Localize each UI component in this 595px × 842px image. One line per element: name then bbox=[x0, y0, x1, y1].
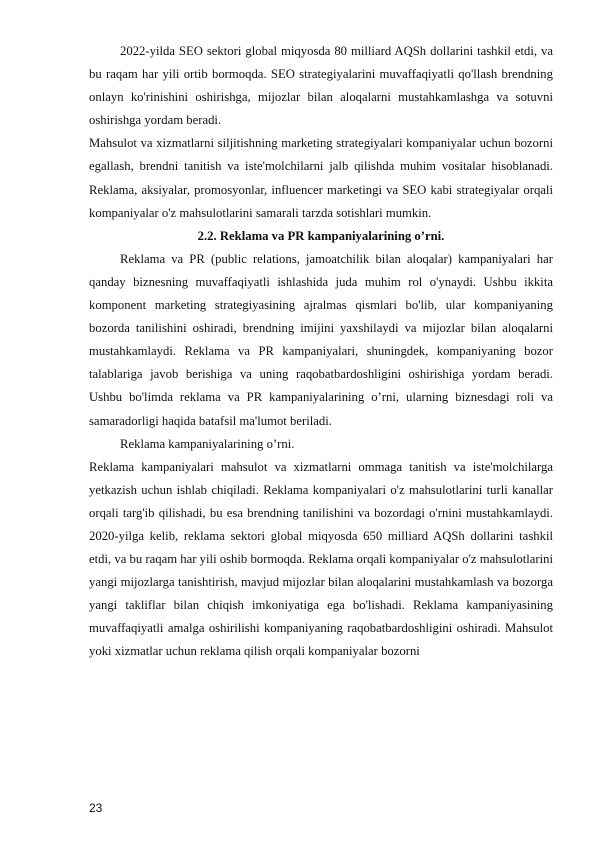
page-body bbox=[89, 40, 553, 664]
paragraph-advertising-pr: Reklama va PR (public relations, jamoatchilik bilan aloqalar) kampaniyalari har qanday biznesning muvaffaqiyatli ishlashida juda muhim rol o'ynaydi. Ushbu ikkita komponent marketing strategiyasining ajralmas qismlari bo'lib, ular kompaniyaning bozorda tanilishini oshiradi, brendning imijini yaxshilaydi va mijozlar bilan aloqalarni mustahkamlaydi. Reklama va PR kampaniyalari, shuningdek, kompaniyaning bozor talablariga javob berishiga va uning raqobatbardoshligini oshirishiga yordam beradi. Ushbu bo'limda reklama va PR kampaniyalarining o’rni, ularning biznesdagi roli va samaradorligi haqida batafsil ma'lumot beriladi. bbox=[89, 251, 553, 428]
paragraph-seo-sector: 2022-yilda SEO sektori global miqyosda 80 milliard AQSh dollarini tashkil etdi, va bu raqam har yili ortib bormoqda. SEO strategiyalarini muvaffaqiyatli qo'llash brendning onlayn ko'rinishini oshirishga, mijozlar bilan aloqalarni mustahkamlashga va sotuvni oshirishga yordam beradi. bbox=[89, 44, 553, 128]
paragraph-marketing-strategies: Mahsulot va xizmatlarni siljitishning marketing strategiyalari kompaniyalar uchun bozorni egallash, brendni tanitish va iste'molchilarni jalb qilishda muhim vositalar hisoblanadi. Reklama, aksiyalar, promosyonlar, influencer marketingi va SEO kabi strategiyalar orqali kompaniyalar o'z mahsulotlarini samarali tarzda sotishlari mumkin. bbox=[89, 136, 553, 220]
subheading-advertising-campaigns: Reklama kampaniyalarining o’rni. bbox=[120, 436, 295, 451]
section-heading: 2.2. Reklama va PR kampaniyalarining o’rni. bbox=[197, 228, 445, 243]
paragraph-advertising-campaigns: Reklama kampaniyalari mahsulot va xizmatlarni ommaga tanitish va iste'molchilarga yetkazish uchun ishlab chiqiladi. Reklama kompaniyalari o'z mahsulotlarini turli kanallar orqali targ'ib qilishadi, bu esa brendning tanilishini va bozordagi o'rnini mustahkamlaydi. 2020-yilga kelib, reklama sektori global miqyosda 650 milliard AQSh dollarini tashkil etdi, va bu raqam har yili oshib bormoqda. Reklama orqali kompaniyalar o'z mahsulotlarini yangi mijozlarga tanishtirish, mavjud mijozlar bilan aloqalarini mustahkamlash va bozorga yangi takliflar bilan chiqish imkoniyatiga ega bo'lishadi. Reklama kampaniyasining muvaffaqiyatli amalga oshirilishi kompaniyaning raqobatbardoshligini oshiradi. Mahsulot yoki xizmatlar uchun reklama qilish orqali kompaniyalar bozorni bbox=[89, 459, 553, 659]
page-number: 23 bbox=[89, 801, 103, 815]
